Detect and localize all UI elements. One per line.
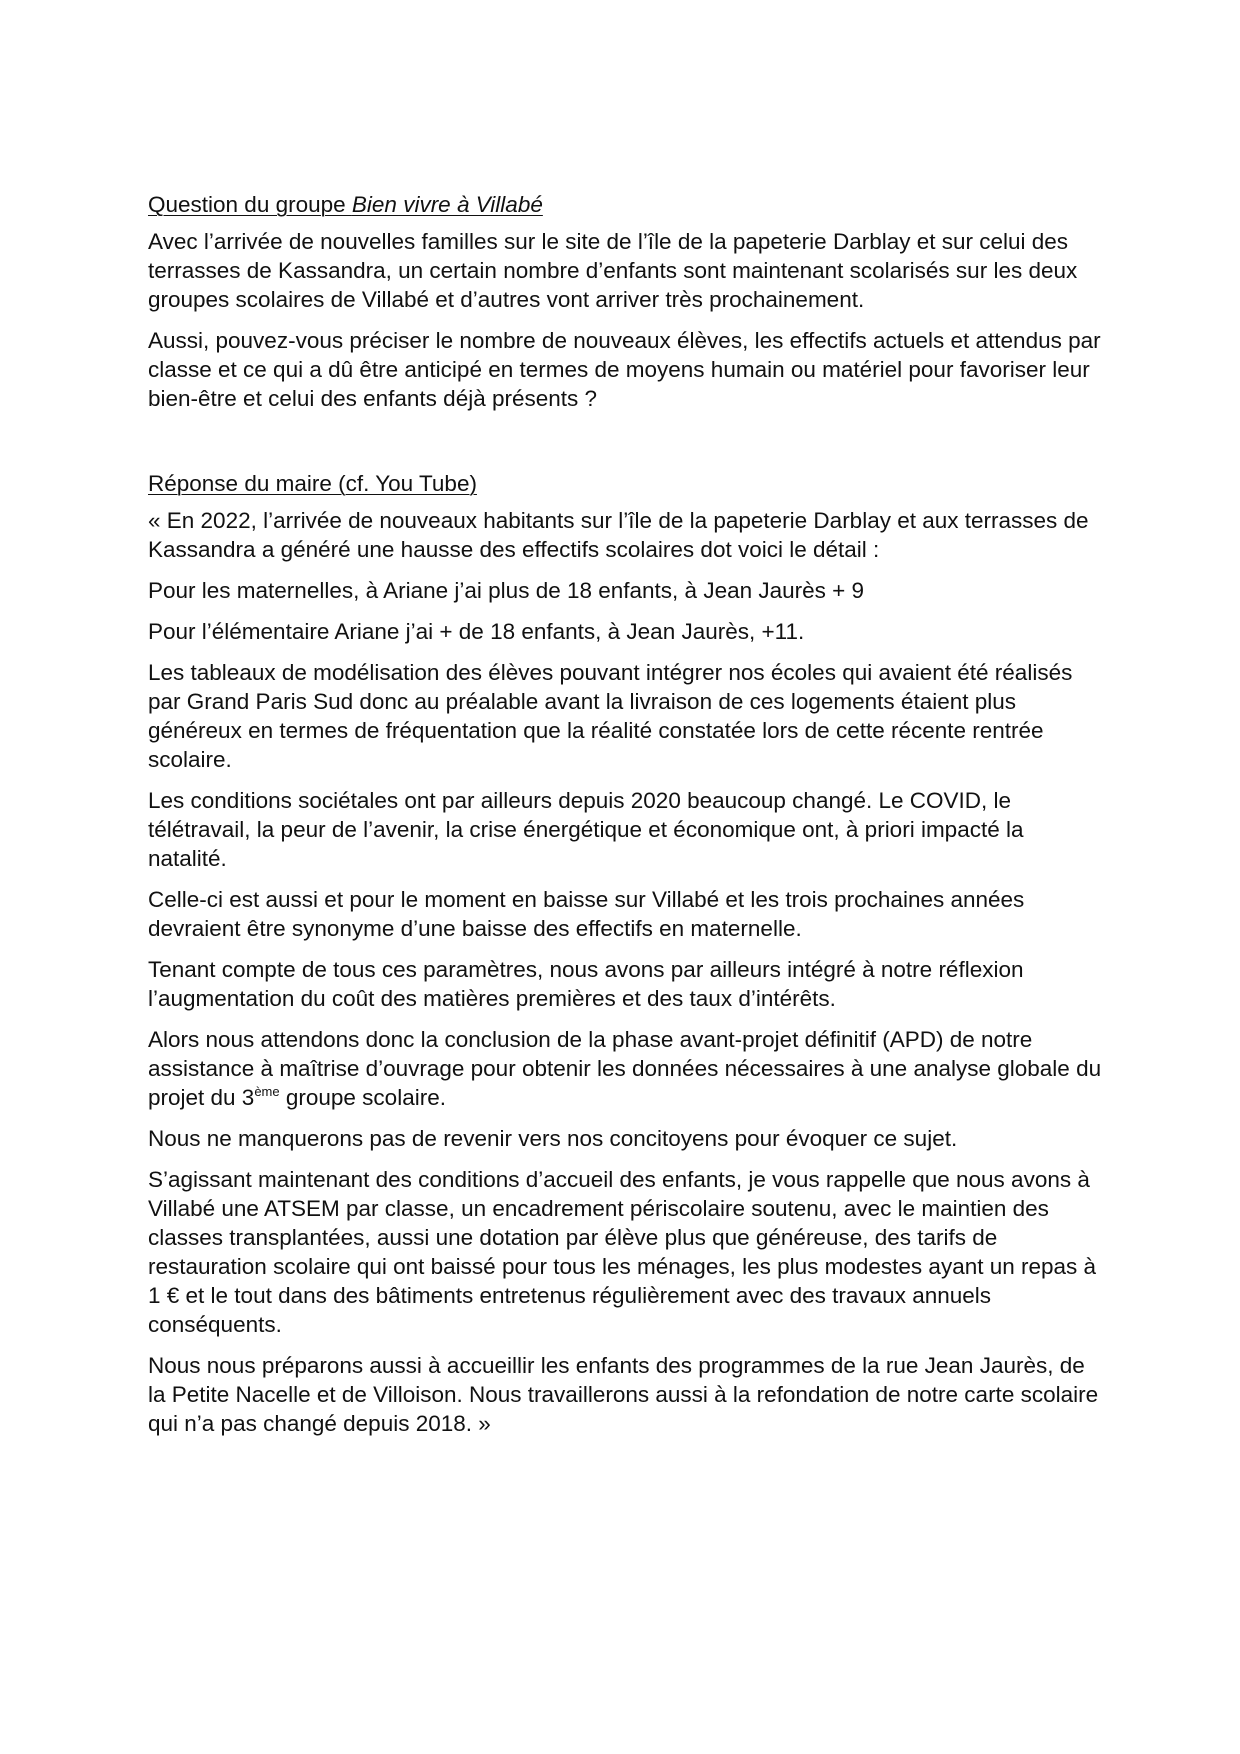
- question-paragraph-1: Avec l’arrivée de nouvelles familles sur le site de l’île de la papeterie Darblay et sur celui des terrasses de Kassandra, un certain nombre d’enfants sont maintenant scolarisés sur les deux groupes scolaires de Villabé et d’autres vont arriver très prochainement.: [148, 229, 1078, 312]
- question-heading-prefix: Question du groupe: [148, 192, 352, 217]
- answer-paragraph-11: Nous nous préparons aussi à accueillir les enfants des programmes de la rue Jean Jaurès, de la Petite Nacelle et de Villoison. Nous travaillerons aussi à la refondation de notre carte scolaire qui n’a pas changé depuis 2018. »: [148, 1353, 1099, 1436]
- answer-paragraph-8-end: groupe scolaire.: [279, 1085, 446, 1110]
- question-heading-group: Bien vivre à Villabé: [351, 192, 543, 217]
- answer-paragraph-2: Pour les maternelles, à Ariane j’ai plus de 18 enfants, à Jean Jaurès + 9: [148, 578, 865, 603]
- answer-paragraph-7: Tenant compte de tous ces paramètres, nous avons par ailleurs intégré à notre réflexion l’augmentation du coût des matières premières et des taux d’intérêts.: [148, 957, 1024, 1011]
- answer-paragraph-10: S’agissant maintenant des conditions d’accueil des enfants, je vous rappelle que nous avons à Villabé une ATSEM par classe, un encadrement périscolaire soutenu, avec le maintien des classes transplantées, aussi une dotation par élève plus que généreuse, des tarifs de restauration scolaire qui ont baissé pour tous les ménages, les plus modestes ayant un repas à 1 € et le tout dans des bâtiments entretenus régulièrement avec des travaux annuels conséquents.: [148, 1167, 1097, 1337]
- document-page: [148, 190, 1108, 1450]
- answer-paragraph-3: Pour l’élémentaire Ariane j’ai + de 18 enfants, à Jean Jaurès, +11.: [148, 619, 805, 644]
- answer-paragraph-6: Celle-ci est aussi et pour le moment en baisse sur Villabé et les trois prochaines années devraient être synonyme d’une baisse des effectifs en maternelle.: [148, 887, 1025, 941]
- answer-paragraph-4: Les tableaux de modélisation des élèves pouvant intégrer nos écoles qui avaient été réalisés par Grand Paris Sud donc au préalable avant la livraison de ces logements étaient plus généreux en termes de fréquentation que la réalité constatée lors de cette récente rentrée scolaire.: [148, 660, 1073, 772]
- answer-paragraph-8: [148, 1025, 1108, 1112]
- answer-paragraph-5: Les conditions sociétales ont par ailleurs depuis 2020 beaucoup changé. Le COVID, le télétravail, la peur de l’avenir, la crise énergétique et économique ont, à priori impacté la natalité.: [148, 788, 1024, 871]
- ordinal-superscript: ème: [254, 1084, 280, 1099]
- section-spacer: [148, 425, 1108, 469]
- answer-heading: Réponse du maire (cf. You Tube): [148, 471, 477, 496]
- answer-paragraph-1: « En 2022, l’arrivée de nouveaux habitants sur l’île de la papeterie Darblay et aux terrasses de Kassandra a généré une hausse des effectifs scolaires dot voici le détail :: [148, 508, 1089, 562]
- question-paragraph-2: Aussi, pouvez-vous préciser le nombre de nouveaux élèves, les effectifs actuels et attendus par classe et ce qui a dû être anticipé en termes de moyens humain ou matériel pour favoriser leur bien-être et celui des enfants déjà présents ?: [148, 328, 1101, 411]
- answer-paragraph-8-text: Alors nous attendons donc la conclusion de la phase avant-projet définitif (APD) de notre assistance à maîtrise d’ouvrage pour obtenir les données nécessaires à une analyse globale du projet du 3: [148, 1027, 1102, 1110]
- question-heading: [148, 190, 1108, 219]
- answer-paragraph-9: Nous ne manquerons pas de revenir vers nos concitoyens pour évoquer ce sujet.: [148, 1126, 958, 1151]
